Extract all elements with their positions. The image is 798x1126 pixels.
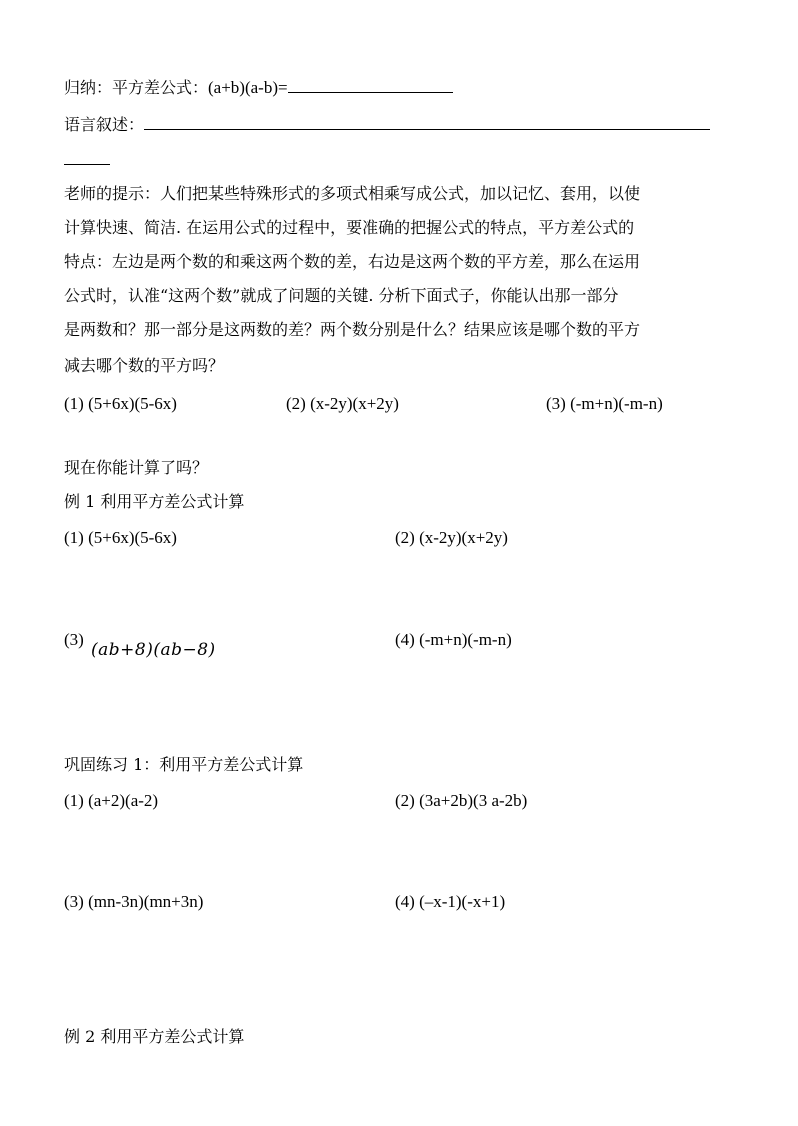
example1-item-1: (1) (5+6x)(5-6x) bbox=[64, 528, 177, 547]
example1-item-4: (4) (-m+n)(-m-n) bbox=[395, 630, 512, 649]
practice1-item-2: (2) (3a+2b)(3 a-2b) bbox=[395, 791, 528, 810]
practice1-item-4: (4) (–x-1)(-x+1) bbox=[395, 892, 506, 911]
verbal-answer-blank[interactable] bbox=[144, 113, 710, 130]
now-prompt: 现在你能计算了吗？ bbox=[64, 458, 209, 477]
verbal-line-continued bbox=[64, 148, 110, 172]
example1-title: 例 1 利用平方差公式计算 bbox=[64, 492, 245, 511]
practice1-title: 巩固练习 1：利用平方差公式计算 bbox=[64, 755, 304, 774]
hint-line-3: 特点：左边是两个数的和乘这两个数的差，右边是这两个数的平方差，那么在运用 bbox=[64, 252, 641, 271]
verbal-line bbox=[64, 113, 710, 137]
example1-item-3-formula: (ab+8)(ab−8) bbox=[91, 640, 216, 660]
hint-line-5: 是两数和？那一部分是这两数的差？两个数分别是什么？结果应该是哪个数的平方 bbox=[64, 320, 641, 339]
analysis-item-3: (3) (-m+n)(-m-n) bbox=[546, 394, 663, 413]
practice1-item-1: (1) (a+2)(a-2) bbox=[64, 791, 159, 810]
hint-line-1: 老师的提示：人们把某些特殊形式的多项式相乘写成公式，加以记忆、套用，以使 bbox=[64, 184, 641, 203]
verbal-label: 语言叙述： bbox=[64, 115, 145, 134]
analysis-item-1: (1) (5+6x)(5-6x) bbox=[64, 394, 177, 413]
hint-line-4: 公式时，认准“这两个数”就成了问题的关键. 分析下面式子，你能认出那一部分 bbox=[64, 286, 619, 305]
verbal-answer-blank-continued[interactable] bbox=[64, 148, 110, 165]
example2-title: 例 2 利用平方差公式计算 bbox=[64, 1027, 245, 1046]
summary-line bbox=[64, 76, 453, 100]
summary-label: 归纳：平方差公式： bbox=[64, 78, 209, 97]
summary-answer-blank[interactable] bbox=[288, 76, 453, 93]
summary-formula: (a+b)(a-b)= bbox=[208, 78, 288, 97]
analysis-item-2: (2) (x-2y)(x+2y) bbox=[286, 394, 399, 413]
example1-item-2: (2) (x-2y)(x+2y) bbox=[395, 528, 508, 547]
practice1-item-3: (3) (mn-3n)(mn+3n) bbox=[64, 892, 204, 911]
hint-line-6: 减去哪个数的平方吗？ bbox=[64, 356, 225, 375]
hint-line-2: 计算快速、简洁. 在运用公式的过程中，要准确的把握公式的特点，平方差公式的 bbox=[64, 218, 635, 237]
example1-item-3-label: (3) bbox=[64, 630, 84, 649]
